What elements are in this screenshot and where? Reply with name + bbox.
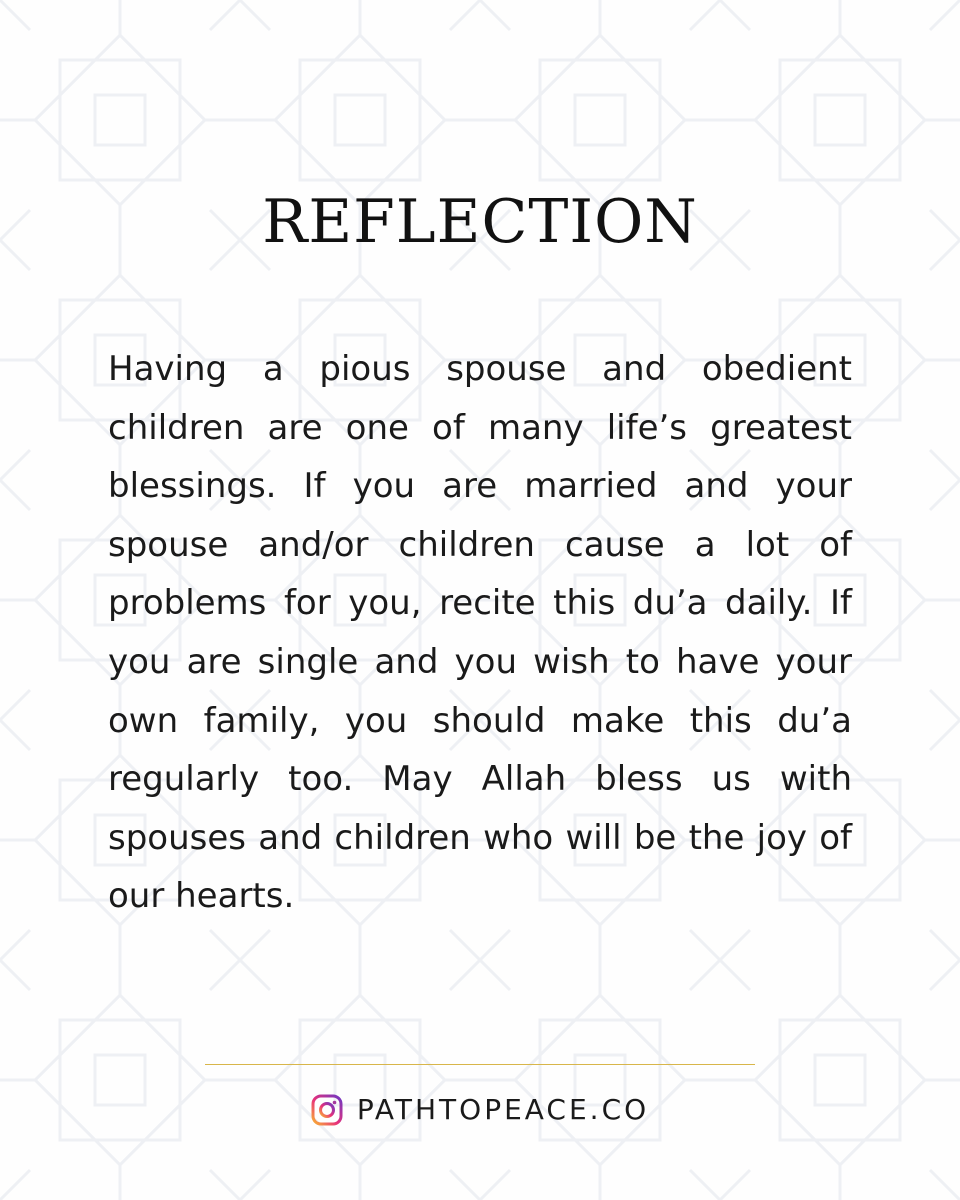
brand-footer	[0, 1090, 960, 1130]
gold-divider	[205, 1064, 755, 1065]
brand-handle[interactable]: PATHTOPEACE.CO	[356, 1093, 650, 1126]
reflection-text: Having a pious spouse and obedient children are one of many life’s greatest blessings. If you are married and your spouse and/or children cause a lot of problems for you, recite this du’a daily. If you are single and you wish to have your own family, you should make this du’a regularly too. May Allah bless us with spouses and children who will be the joy of our hearts.	[108, 349, 852, 917]
card-title: REFLECTION	[262, 187, 698, 257]
instagram-icon	[311, 1094, 343, 1126]
